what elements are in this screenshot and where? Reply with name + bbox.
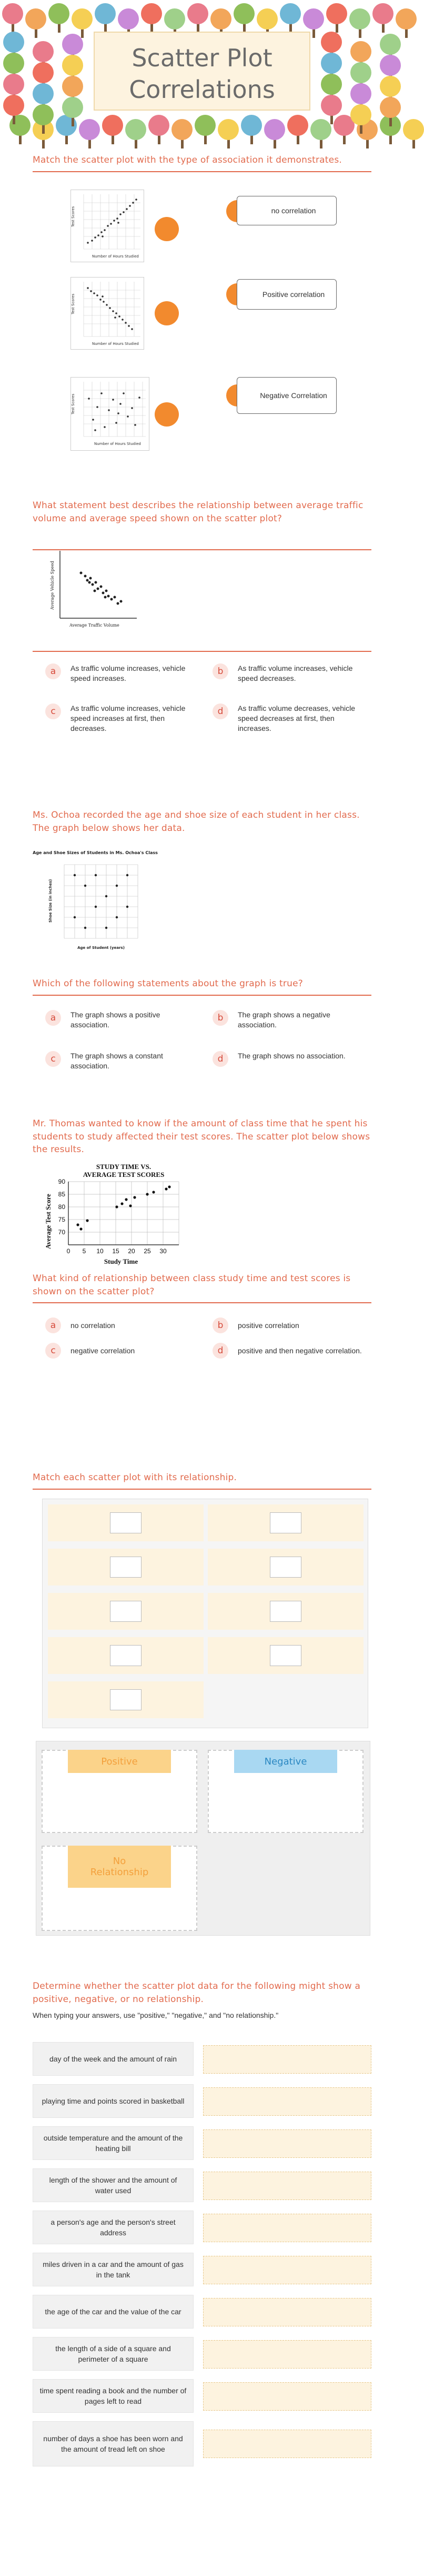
option-a[interactable] — [45, 663, 198, 683]
question-traffic-speed — [33, 499, 371, 550]
option-text: positive and then negative correlation. — [238, 1346, 362, 1355]
option-letter: c — [45, 1343, 61, 1359]
option-text: no correlation — [70, 1321, 115, 1330]
tree-decoration — [257, 8, 278, 29]
tree-decoration — [380, 34, 401, 55]
option-b[interactable] — [213, 663, 365, 683]
question-match-association — [33, 154, 371, 172]
draggable-plot-card[interactable] — [48, 1637, 204, 1674]
tree-decoration — [3, 95, 24, 116]
tree-decoration — [148, 115, 169, 136]
scatter-plot-thumbnail-2 — [70, 277, 144, 350]
worksheet-header — [0, 0, 404, 147]
plot-x-label: Number of Hours Studied — [92, 342, 139, 346]
option-a[interactable] — [45, 1010, 198, 1030]
match-connector-3[interactable] — [155, 402, 179, 427]
draggable-plot-card[interactable] — [48, 1549, 204, 1586]
tree-decoration — [125, 119, 146, 140]
statement-cell: length of the shower and the amount of water used — [33, 2168, 194, 2202]
draggable-plot-card[interactable] — [208, 1637, 364, 1674]
tree-decoration — [3, 32, 24, 53]
x-tick: 0 — [66, 1247, 70, 1255]
tree-decoration — [350, 62, 371, 83]
tree-decoration — [33, 83, 54, 104]
answer-input[interactable] — [203, 2340, 371, 2369]
tree-decoration — [195, 115, 216, 136]
answer-input[interactable] — [203, 2129, 371, 2158]
option-letter: c — [45, 704, 61, 719]
answer-input[interactable] — [203, 2298, 371, 2326]
plot-x-label: Number of Hours Studied — [92, 254, 139, 259]
tree-decoration — [350, 83, 371, 104]
divider — [33, 651, 371, 652]
category-no-relationship-label: No Relationship — [68, 1846, 171, 1888]
category-negative-label: Negative — [234, 1750, 337, 1773]
choice-label: Positive correlation — [262, 290, 325, 299]
question-prompt: What statement best describes the relationship between average traffic volume and average speed shown on the scatter plot? — [33, 500, 364, 524]
option-text: negative correlation — [70, 1346, 135, 1355]
option-text: As traffic volume decreases, vehicle speed decreases at first, then increases. — [238, 704, 356, 732]
option-text: The graph shows a constant association. — [70, 1052, 163, 1070]
choice-label: no correlation — [271, 206, 316, 215]
tree-decoration — [321, 32, 342, 53]
statement-cell: a person's age and the person's street address — [33, 2211, 194, 2244]
tree-decoration — [2, 3, 23, 24]
option-c[interactable] — [45, 704, 198, 734]
option-d[interactable] — [213, 1343, 365, 1359]
tree-decoration — [349, 8, 370, 29]
match-choice-no-correlation[interactable] — [237, 196, 337, 225]
category-drop-panel — [36, 1741, 370, 1936]
draggable-plots-panel — [42, 1499, 368, 1728]
tree-decoration — [62, 55, 83, 76]
option-letter: d — [213, 704, 228, 719]
option-letter: a — [45, 1010, 61, 1026]
option-letter: c — [45, 1051, 61, 1067]
tree-decoration — [210, 8, 231, 29]
question-prompt: Ms. Ochoa recorded the age and shoe size of each student in her class. The graph below shows her data. — [33, 810, 360, 834]
category-positive-label: Positive — [68, 1750, 171, 1773]
plot-x-label: Number of Hours Studied — [94, 442, 141, 446]
tree-decoration — [62, 97, 83, 118]
tree-decoration — [218, 119, 239, 140]
tree-decoration — [350, 104, 371, 125]
tree-decoration — [287, 115, 308, 136]
title-line-2: Correlations — [129, 75, 275, 104]
x-tick: 10 — [96, 1247, 104, 1255]
x-axis-label: Age of Student (years) — [77, 946, 125, 950]
option-a[interactable] — [45, 1317, 198, 1333]
title-banner — [94, 32, 310, 111]
option-letter: b — [213, 1317, 228, 1333]
tree-decoration — [264, 119, 285, 140]
tree-decoration — [141, 3, 162, 24]
statement-cell: number of days a shoe has been worn and the amount of tread left on shoe — [33, 2421, 194, 2466]
study-time-scatter-plot — [42, 1163, 189, 1268]
chart-title-line-1: STUDY TIME VS. — [96, 1163, 152, 1171]
divider — [33, 1302, 371, 1303]
divider — [33, 171, 371, 172]
question-prompt: What kind of relationship between class study time and test scores is shown on the scatter plot? — [33, 1273, 351, 1297]
plot-thumbnail — [270, 1601, 301, 1622]
tree-decoration — [310, 119, 331, 140]
page-title — [95, 42, 309, 105]
plot-thumbnail — [110, 1512, 142, 1533]
tree-decoration — [321, 53, 342, 74]
statement-cell: playing time and points scored in basketball — [33, 2084, 194, 2118]
answer-input[interactable] — [203, 2214, 371, 2242]
y-axis-label: Shoe Size (in inches) — [48, 879, 53, 923]
tree-decoration — [62, 76, 83, 97]
option-text: The graph shows a negative association. — [238, 1010, 330, 1029]
question-determine-relationship — [33, 1980, 371, 2019]
option-text: As traffic volume increases, vehicle speed increases. — [70, 664, 186, 682]
y-tick: 70 — [58, 1228, 65, 1236]
negative-scatter-plot — [71, 278, 144, 349]
plot-thumbnail — [270, 1512, 301, 1533]
draggable-plot-card[interactable] — [48, 1593, 204, 1630]
option-letter: d — [213, 1051, 228, 1067]
draggable-plot-card[interactable] — [208, 1593, 364, 1630]
question-prompt: Determine whether the scatter plot data for the following might show a positive, negative, or no relationship. — [33, 1981, 361, 2005]
tree-decoration — [241, 115, 262, 136]
draggable-plot-card[interactable] — [208, 1504, 364, 1541]
option-c[interactable] — [45, 1051, 198, 1071]
option-text: The graph shows a positive association. — [70, 1010, 160, 1029]
option-letter: b — [213, 1010, 228, 1026]
tree-decoration — [380, 55, 401, 76]
option-letter: b — [213, 663, 228, 679]
match-choice-negative-correlation[interactable] — [237, 377, 337, 414]
tree-decoration — [321, 74, 342, 95]
draggable-plot-card[interactable] — [48, 1504, 204, 1541]
answer-input[interactable] — [203, 2172, 371, 2200]
question-prompt: Which of the following statements about the graph is true? — [33, 978, 303, 989]
tree-decoration — [380, 76, 401, 97]
option-b[interactable] — [213, 1317, 365, 1333]
plot-thumbnail — [110, 1557, 142, 1578]
tree-decoration — [102, 115, 123, 136]
tree-decoration — [403, 119, 424, 140]
option-d[interactable] — [213, 704, 365, 734]
question-shoe-size — [33, 809, 371, 835]
tree-decoration — [3, 53, 24, 74]
tree-decoration — [303, 8, 324, 29]
divider — [33, 1489, 371, 1490]
question-prompt: Mr. Thomas wanted to know if the amount of class time that he spent his students to study affected their test scores. The scatter plot below shows the results. — [33, 1118, 370, 1155]
positive-scatter-plot — [71, 190, 144, 262]
x-axis-label: Study Time — [104, 1257, 138, 1265]
statement-cell: outside temperature and the amount of the heating bill — [33, 2126, 194, 2160]
option-letter: d — [213, 1343, 228, 1359]
tree-decoration — [48, 3, 69, 24]
question-match-relationship — [33, 1471, 371, 1490]
tree-decoration — [79, 119, 100, 140]
tree-decoration — [171, 119, 193, 140]
match-connector-1[interactable] — [155, 217, 179, 241]
option-c[interactable] — [45, 1343, 198, 1359]
answer-input[interactable] — [203, 2045, 371, 2074]
tree-decoration — [372, 3, 393, 24]
statement-cell: day of the week and the amount of rain — [33, 2042, 194, 2076]
option-text: positive correlation — [238, 1321, 299, 1330]
scatter-plot-thumbnail-1 — [70, 190, 144, 262]
match-connector-2[interactable] — [155, 301, 179, 325]
x-axis-label: Average Traffic Volume — [69, 623, 119, 628]
answer-instruction: When typing your answers, use "positive," "negative," and "no relationship." — [33, 2011, 279, 2020]
plot-y-label: Test Scores — [71, 293, 75, 314]
question-study-time — [33, 1117, 371, 1156]
tree-decoration — [62, 34, 83, 55]
option-text: As traffic volume increases, vehicle speed increases at first, then decreases. — [70, 704, 186, 732]
traffic-scatter-plot — [44, 548, 139, 632]
chart-title-line-2: AVERAGE TEST SCORES — [83, 1171, 165, 1178]
question-prompt: Match each scatter plot with its relationship. — [33, 1472, 237, 1483]
y-tick: 90 — [58, 1178, 65, 1185]
tree-decoration — [33, 104, 54, 125]
question-study-time-relationship — [33, 1272, 371, 1303]
option-d[interactable] — [213, 1051, 365, 1067]
x-tick: 30 — [159, 1247, 167, 1255]
option-text: The graph shows no association. — [238, 1052, 346, 1060]
tree-decoration — [33, 62, 54, 83]
tree-decoration — [326, 3, 347, 24]
chart-title: Age and Shoe Sizes of Students in Ms. Ochoa's Class — [33, 850, 158, 855]
tree-decoration — [118, 8, 139, 29]
statement-cell: the age of the car and the value of the car — [33, 2295, 194, 2329]
divider — [33, 995, 371, 996]
tree-decoration — [321, 95, 342, 116]
plot-y-label: Test Scores — [71, 206, 75, 227]
plot-thumbnail — [110, 1645, 142, 1666]
tree-decoration — [72, 8, 93, 29]
tree-decoration — [164, 8, 185, 29]
answer-input[interactable] — [203, 2382, 371, 2411]
tree-decoration — [25, 8, 46, 29]
plot-thumbnail — [270, 1645, 301, 1666]
x-tick: 5 — [82, 1247, 86, 1255]
draggable-plot-card[interactable] — [208, 1549, 364, 1586]
title-line-1: Scatter Plot — [132, 44, 272, 72]
tree-decoration — [280, 3, 301, 24]
x-tick: 25 — [144, 1247, 151, 1255]
statement-cell: the length of a side of a square and perimeter of a square — [33, 2337, 194, 2371]
statement-cell: time spent reading a book and the number of pages left to read — [33, 2379, 194, 2413]
tree-decoration — [234, 3, 255, 24]
y-tick: 80 — [58, 1203, 65, 1211]
question-prompt: Match the scatter plot with the type of association it demonstrates. — [33, 155, 342, 165]
plot-thumbnail — [110, 1601, 142, 1622]
x-tick: 15 — [112, 1247, 119, 1255]
scatter-plot-thumbnail-3 — [70, 377, 149, 451]
shoe-size-scatter-plot — [33, 849, 158, 954]
tree-decoration — [380, 97, 401, 118]
tree-decoration — [396, 8, 417, 29]
question-shoe-size-statement — [33, 977, 371, 996]
match-choice-positive-correlation[interactable] — [237, 279, 337, 310]
answer-input[interactable] — [203, 2256, 371, 2284]
option-b[interactable] — [213, 1010, 365, 1030]
answer-input[interactable] — [203, 2430, 371, 2458]
statement-cell: miles driven in a car and the amount of gas in the tank — [33, 2253, 194, 2286]
option-text: As traffic volume increases, vehicle speed decreases. — [238, 664, 353, 682]
tree-decoration — [3, 74, 24, 95]
y-axis-label: Average Test Score — [44, 1194, 52, 1249]
no-correlation-scatter-plot — [71, 378, 149, 450]
option-letter: a — [45, 663, 61, 679]
y-axis-label: Average Vehicle Speed — [50, 561, 55, 610]
tree-decoration — [33, 41, 54, 62]
x-tick: 20 — [128, 1247, 135, 1255]
plot-y-label: Test Scores — [71, 393, 75, 414]
tree-decoration — [95, 3, 116, 24]
draggable-plot-card[interactable] — [48, 1681, 204, 1718]
y-tick: 75 — [58, 1216, 65, 1223]
answer-input[interactable] — [203, 2087, 371, 2116]
y-tick: 85 — [58, 1191, 65, 1198]
plot-thumbnail — [110, 1689, 142, 1710]
tree-decoration — [350, 41, 371, 62]
plot-thumbnail — [270, 1557, 301, 1578]
option-letter: a — [45, 1317, 61, 1333]
choice-label: Negative Correlation — [260, 391, 327, 400]
tree-decoration — [187, 3, 208, 24]
